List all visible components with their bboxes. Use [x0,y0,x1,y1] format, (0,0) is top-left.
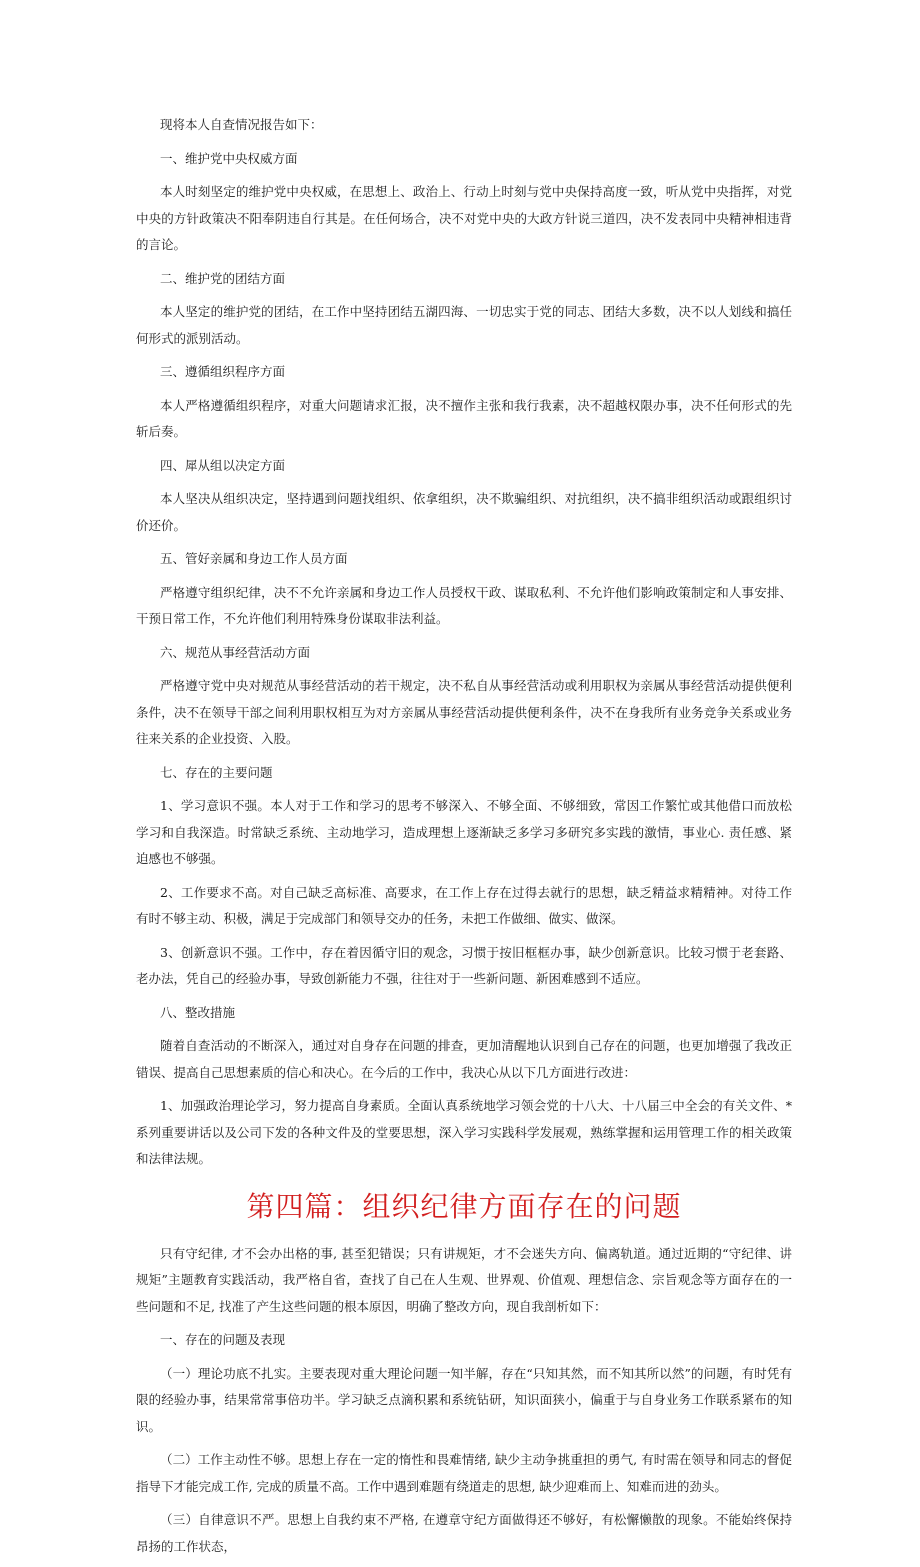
section-heading-8: 八、整改措施 [160,1004,236,1020]
paragraph: 严格遵守组织纪律，决不不允许亲属和身边工作人员授权干政、谋取私利、不允许他们影响政策制定和人事安排、干预日常工作，不允许他们利用特殊身份谋取非法利益。 [136,584,792,626]
paragraph: 本人坚定的维护党的团结，在工作中坚持团结五湖四海、一切忠实于党的同志、团结大多数，决不以人划线和搞任何形式的派别活动。 [136,304,792,346]
section-heading-5: 五、管好亲属和身边工作人员方面 [160,551,348,566]
issue-item-3: （三）自律意识不严。思想上自我约束不严格, 在遵章守纪方面做得还不够好，有松懈懒散的现象。不能始终保持昂扬的工作状态， [136,1512,792,1554]
chapter-section-heading-1: 一、存在的问题及表现 [160,1332,286,1347]
section-heading-3: 三、遵循组织程序方面 [160,364,286,379]
issue-item-2: （二）工作主动性不够。思想上存在一定的惰性和畏难情绪, 缺少主动争挑重担的勇气, 有时需在领导和同志的督促指导下才能完成工作, 完成的质量不高。工作中遇到难题有绕道走的思想, 缺少迎难而上、知难而进的劲头。 [136,1452,792,1494]
paragraph: 本人坚决从组织决定，坚持遇到问题找组织、依拿组织，决不欺骗组织、对抗组织，决不搞非组织活动或跟组织讨价还价。 [136,491,792,533]
paragraph: 本人严格遵循组织程序，对重大问题请求汇报，决不擅作主张和我行我素，决不超越权限办事，决不任何形式的先斩后奏。 [136,397,792,439]
problem-item-3: 3、创新意识不强。工作中，存在着因循守旧的观念，习惯于按旧框框办事，缺少创新意识。比较习惯于老套路、老办法，凭自己的经验办事，导致创新能力不强，往往对于一些新问题、新困难感到不适应。 [136,944,792,986]
paragraph: 随着自查活动的不断深入，通过对自身存在问题的排查，更加清醒地认识到自己存在的问题，也更加增强了我改正错误、提高自己思想素质的信心和决心。在今后的工作中，我决心从以下几方面进行改进： [136,1038,792,1080]
paragraph: 严格遵守党中央对规范从事经营活动的若干规定，决不私自从事经营活动或利用职权为亲属从事经营活动提供便利条件，决不在领导干部之间利用职权相互为对方亲属从事经营活动提供便利条件，决不在身我所有业务竞争关系或业务往来关系的企业投资、入股。 [136,678,792,746]
issue-item-1: （一）理论功底不扎实。主要表现对重大理论问题一知半解，存在“只知其然，而不知其所以然”的问题，有时凭有限的经验办事，结果常常事倍功半。学习缺乏点滴积累和系统钻研，知识面狭小，偏重于与自身业务工作联系紧布的知识。 [136,1365,792,1434]
section-heading-4: 四、犀从组以决定方面 [160,457,286,473]
chapter-title: 第四篇：组织纪律方面存在的问题 [246,1189,682,1223]
section-heading-2: 二、维护党的团结方面 [160,270,286,286]
chapter-intro: 只有守纪律, 才不会办出格的事, 甚至犯错误；只有讲规矩，才不会迷失方向、偏离轨道。通过近期的“守纪律、讲规矩”主题教育实践活动，我严格自省，查找了自己在人生观、世界观、价值观、理想信念、宗旨观念等方面存在的一些问题和不足, 找准了产生这些问题的根本原因，明确了整改方向，现自我剖析如下： [136,1245,792,1314]
intro-paragraph: 现将本人自查情况报告如下： [160,117,323,132]
problem-item-2: 2、工作要求不高。对自己缺乏高标准、高要求，在工作上存在过得去就行的思想，缺乏精益求精精神。对待工作有时不够主动、积极，满足于完成部门和领导交办的任务，未把工作做细、做实、做深。 [136,884,792,926]
paragraph: 本人时刻坚定的维护党中央权威，在思想上、政治上、行动上时刻与党中央保持高度一致，听从党中央指挥，对党中央的方针政策决不阳奉阴违自行其是。在任何场合，决不对党中央的大政方针说三道四，决不发表同中央精神相违背的言论。 [136,184,792,252]
section-heading-1: 一、维护党中央权威方面 [160,150,298,166]
document-body [136,112,792,1567]
section-heading-7: 七、存在的主要问题 [160,764,273,780]
problem-item-1: 1、学习意识不强。本人对于工作和学习的思考不够深入、不够全面、不够细致，常因工作繁忙或其他借口而放松学习和自我深造。时常缺乏系统、主动地学习，造成理想上逐渐缺乏多学习多研究多实践的激情，事业心. 责任感、紧迫感也不够强。 [136,798,792,866]
section-heading-6: 六、规范从事经营活动方面 [160,644,311,660]
measure-item-1: 1、加强政治理论学习，努力提高自身素质。全面认真系统地学习领会党的十八大、十八届三中全会的有关文件、*系列重要讲话以及公司下发的各种文件及的堂要思想，深入学习实践科学发展观，熟练掌握和运用管理工作的相关政策和法律法规。 [136,1098,792,1166]
